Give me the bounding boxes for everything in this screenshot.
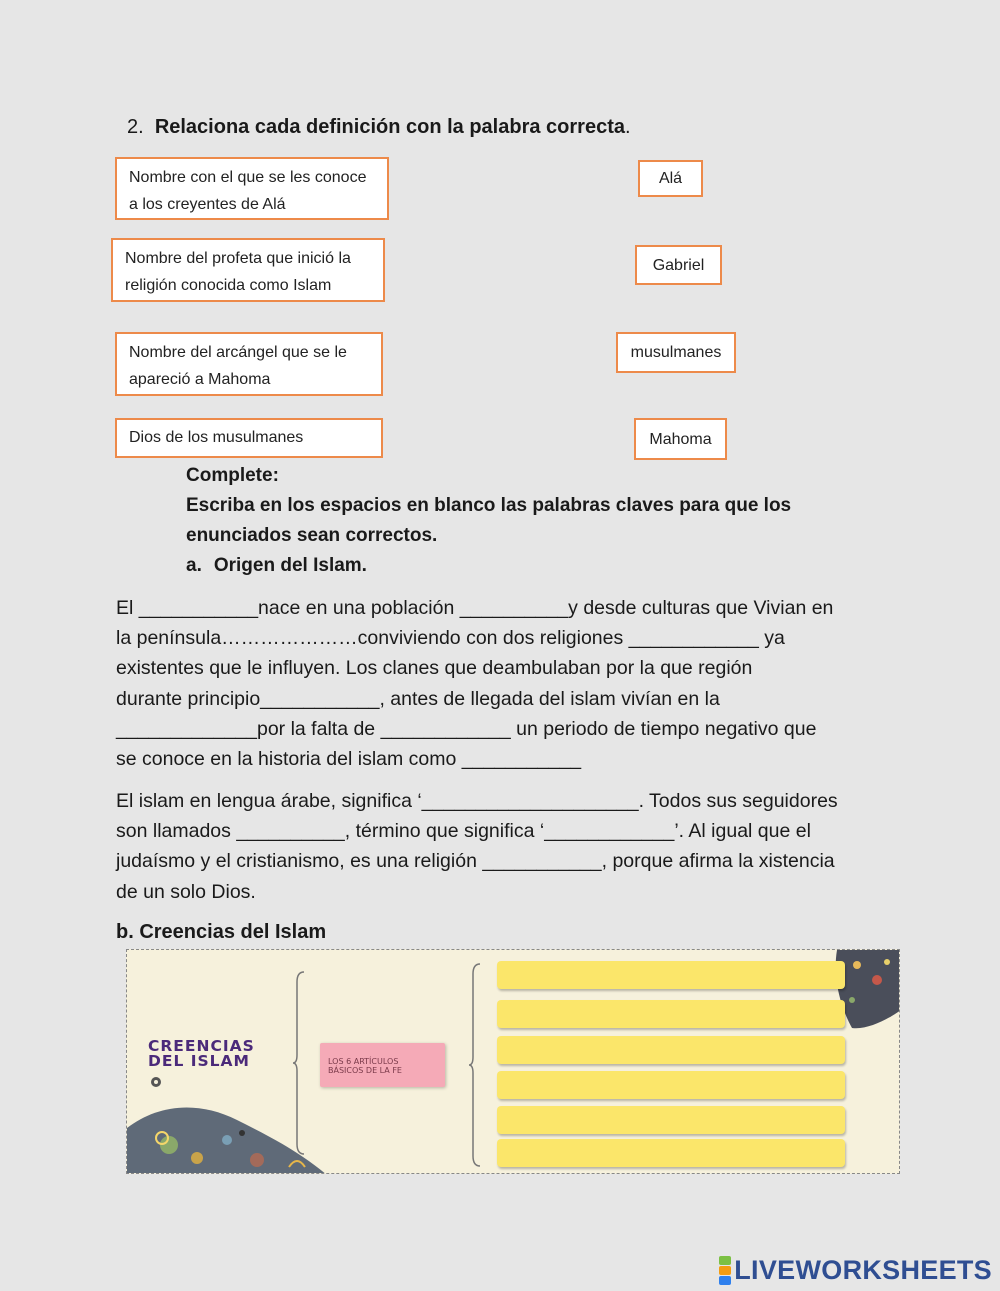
- subsection-a: a. Origen del Islam.: [186, 551, 846, 581]
- word-text: Mahoma: [649, 430, 712, 448]
- word-box-mahoma[interactable]: [634, 418, 727, 460]
- subsection-a-title: Origen del Islam.: [213, 555, 367, 576]
- paragraph-origin: [116, 593, 896, 774]
- answer-bar-5[interactable]: [497, 1106, 845, 1134]
- word-box-gabriel[interactable]: [635, 245, 722, 285]
- paragraph-line: El ___________nace en una población __________y desde culturas que Vivian en: [116, 597, 834, 619]
- paragraph-line: de un solo Dios.: [116, 880, 256, 903]
- word-box-musulmanes[interactable]: [616, 332, 736, 373]
- word-text: Alá: [658, 170, 683, 187]
- definition-text: Nombre con el que se les conoce a los creyentes de Alá: [129, 169, 367, 213]
- question-title: 2. Relaciona cada definición con la palabra correcta.: [127, 116, 631, 138]
- word-text: musulmanes: [630, 344, 722, 361]
- complete-heading: Complete:: [186, 465, 279, 486]
- liveworksheets-logo-icon: [719, 1256, 731, 1285]
- brace-left: [292, 970, 306, 1156]
- brace-right: [468, 962, 482, 1168]
- section-b-title: b. Creencias del Islam: [116, 921, 327, 943]
- logo-text: LIVEWORKSHEETS: [734, 1255, 992, 1285]
- answer-bar-4[interactable]: [497, 1071, 845, 1099]
- paragraph-meaning: [116, 786, 896, 907]
- complete-instructions: [186, 461, 846, 581]
- beliefs-diagram: [126, 949, 900, 1174]
- definition-box-2[interactable]: [111, 238, 385, 302]
- liveworksheets-logo[interactable]: [719, 1255, 992, 1286]
- definition-text: Nombre del arcángel que se le apareció a Mahoma: [129, 344, 347, 388]
- question-text: Relaciona cada definición con la palabra correcta: [154, 116, 625, 138]
- diagram-title: CREENCIAS DEL ISLAM: [148, 1037, 255, 1070]
- complete-instruction: Escriba en los espacios en blanco las palabras claves para que los enunciados sean correctos.: [186, 495, 792, 546]
- answer-bar-6[interactable]: [497, 1139, 845, 1167]
- definition-text: Dios de los musulmanes: [129, 429, 304, 446]
- paragraph-line: la península…………………conviviendo con dos religiones ____________ ya: [116, 627, 785, 650]
- paragraph-line: El islam en lengua árabe, significa ‘____________________. Todos sus seguidores: [116, 790, 838, 812]
- definition-text: Nombre del profeta que inició la religión conocida como Islam: [125, 250, 351, 294]
- word-text: Gabriel: [652, 256, 705, 274]
- answer-bar-2[interactable]: [497, 1000, 845, 1028]
- answer-bar-1[interactable]: [497, 961, 845, 989]
- paragraph-line: _____________por la falta de ____________ un periodo de tiempo negativo que: [116, 717, 817, 740]
- pink-articles-box: LOS 6 ARTÍCULOS BÁSICOS DE LA FE: [320, 1043, 445, 1087]
- definition-box-1[interactable]: [115, 157, 389, 220]
- arc-icon: [287, 1155, 307, 1169]
- answer-bar-3[interactable]: [497, 1036, 845, 1064]
- paragraph-line: son llamados __________, término que significa ‘____________’. Al igual que el: [116, 820, 811, 843]
- paragraph-line: judaísmo y el cristianismo, es una religión ___________, porque afirma la xistencia: [116, 850, 835, 873]
- definition-box-4[interactable]: [115, 418, 383, 458]
- paragraph-line: se conoce en la historia del islam como ___________: [116, 748, 582, 771]
- question-number: 2.: [127, 116, 144, 138]
- paragraph-line: durante principio___________, antes de llegada del islam vivían en la: [116, 687, 720, 710]
- dot-icon: [237, 1128, 247, 1138]
- paragraph-line: existentes que le influyen. Los clanes que deambulaban por la que región: [116, 657, 753, 680]
- definition-box-3[interactable]: [115, 332, 383, 396]
- word-box-ala[interactable]: [638, 160, 703, 197]
- circle-icon: [149, 1075, 163, 1089]
